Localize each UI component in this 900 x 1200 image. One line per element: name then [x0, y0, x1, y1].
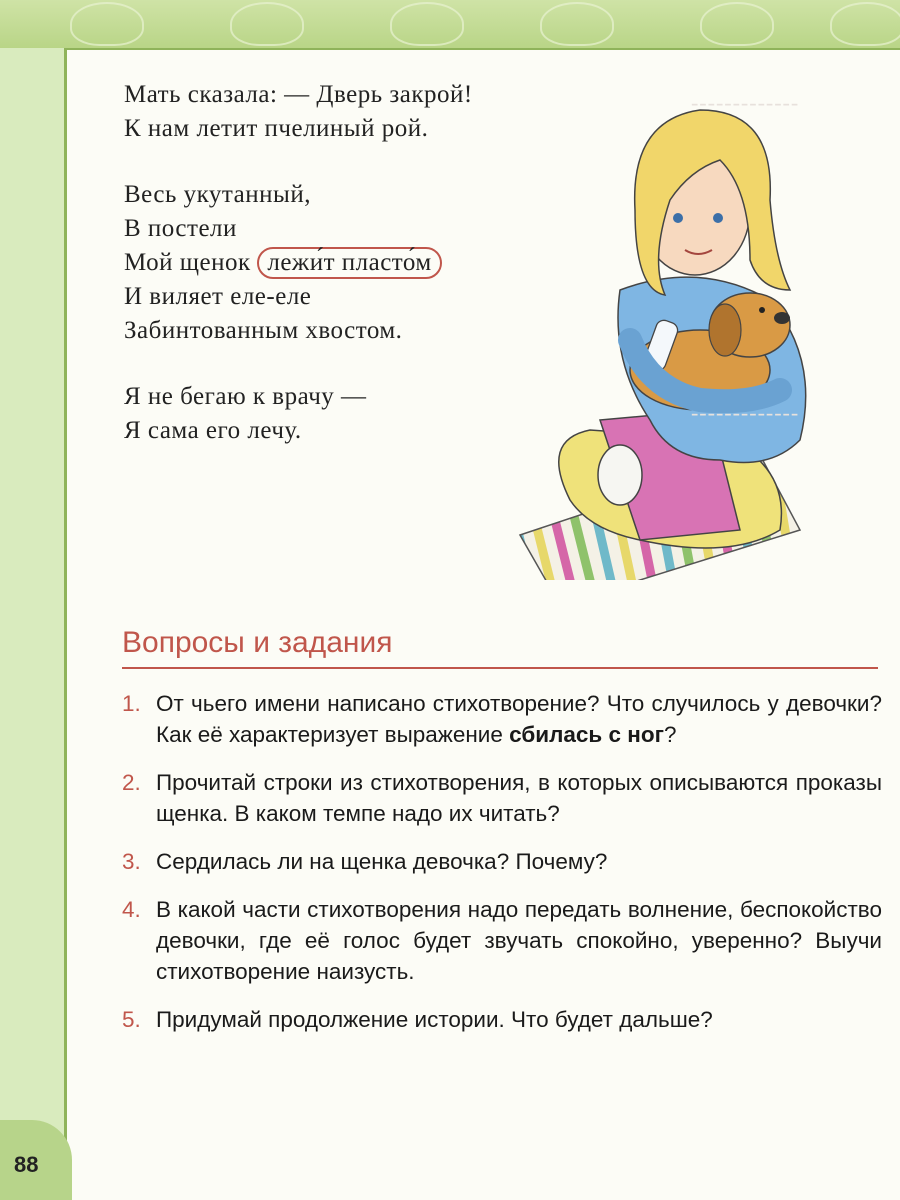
question-tail: ?: [663, 722, 677, 747]
band-leaf-icon: [540, 2, 614, 46]
question-item: [122, 894, 882, 987]
question-text: В какой части стихотворения надо передать волнение, беспокойство девочки, где её голос будет звучать спокойно, уверенно? Выучи стихотворение наизусть.: [156, 897, 882, 984]
poem-line: Мать сказала: — Дверь закрой!: [124, 81, 473, 108]
title-underline: [122, 667, 878, 669]
question-text: Придумай продолжение истории. Что будет дальше?: [156, 1007, 713, 1032]
question-number: 2.: [122, 770, 141, 795]
left-margin: [0, 48, 67, 1200]
band-leaf-icon: [830, 2, 900, 46]
poem-line: Весь укутанный,: [124, 181, 311, 208]
poem-line-prefix: Мой щенок: [124, 249, 258, 276]
poem-line: В постели: [124, 215, 237, 242]
questions-list: [122, 688, 882, 1052]
top-decorative-band: [0, 0, 900, 50]
questions-title: Вопросы и задания: [122, 626, 393, 659]
poem-line: Забинтованным хвостом.: [124, 317, 403, 344]
question-number: 1.: [122, 691, 141, 716]
question-text: Прочитай строки из стихотворения, в которых описываются проказы щенка. В каком темпе надо их читать?: [156, 770, 882, 826]
question-bold-phrase: сбилась с ног: [509, 722, 664, 747]
question-item: [122, 1004, 882, 1035]
question-number: 4.: [122, 897, 141, 922]
poem-line: И виляет еле-еле: [124, 283, 312, 310]
poem-line: Я сама его лечу.: [124, 417, 302, 444]
band-leaf-icon: [390, 2, 464, 46]
question-text: Сердилась ли на щенка девочка? Почему?: [156, 849, 608, 874]
question-number: 3.: [122, 849, 141, 874]
girl-with-puppy-illustration: [500, 60, 900, 580]
question-number: 5.: [122, 1007, 141, 1032]
band-leaf-icon: [230, 2, 304, 46]
show-through-text: -------------: [690, 400, 799, 425]
band-leaf-icon: [70, 2, 144, 46]
page-number: 88: [14, 1152, 39, 1177]
question-item: [122, 688, 882, 750]
show-through-text: -------------: [690, 90, 799, 115]
question-text: От чьего имени написано стихотворение? Что случилось у девочки? Как её характеризует выражение: [156, 691, 882, 747]
band-leaf-icon: [700, 2, 774, 46]
circled-phrase: лежи́т пласто́м: [257, 247, 441, 279]
question-item: [122, 846, 882, 877]
poem-line: К нам летит пчелиный рой.: [124, 115, 429, 142]
poem-line: Я не бегаю к врачу —: [124, 383, 367, 410]
question-item: [122, 767, 882, 829]
